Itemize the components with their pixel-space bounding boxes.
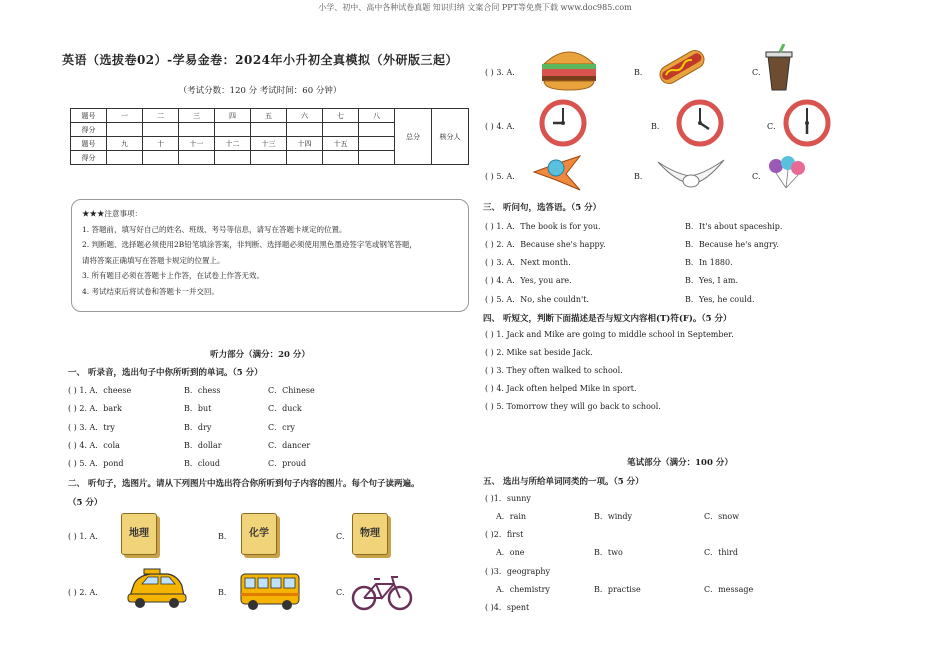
table-cell <box>323 123 359 137</box>
option-c: C．third <box>704 548 738 557</box>
option-a: A．chemistry <box>496 585 550 594</box>
table-cell <box>359 151 395 165</box>
option-c: C．snow <box>704 512 740 521</box>
table-cell: 八 <box>359 109 395 123</box>
balloons-icon <box>766 154 810 192</box>
option-b: B． <box>218 532 232 541</box>
option-c: C．dancer <box>268 441 311 450</box>
section4-heading: 四、 听短文，判断下面描述是否与短文内容相(T)符(F)。（5 分） <box>483 314 732 324</box>
notice-item: 请将答案正确填写在答题卡规定的位置上。 <box>82 255 225 265</box>
option-b: B．Yes, he could. <box>685 295 755 304</box>
statement-row: ( ) 5. Tomorrow they will go back to school. <box>485 402 661 411</box>
option-b: B． <box>218 588 232 597</box>
notice-item: 4. 考试结束后将试卷和答题卡一并交回。 <box>82 286 220 296</box>
option-b: B．windy <box>594 512 633 521</box>
clock-icon <box>676 99 724 147</box>
statement-row: ( ) 1. Jack and Mike are going to middle school in September. <box>485 330 734 339</box>
question-row: ( ) 2. A．bark <box>68 404 122 413</box>
bus-icon <box>238 570 302 612</box>
option-b: B．dry <box>184 423 212 432</box>
table-label: 题号 <box>71 137 107 151</box>
option-b: B．Because he's angry. <box>685 240 779 249</box>
table-cell <box>287 151 323 165</box>
option-b: B．It's about spaceship. <box>685 222 783 231</box>
option-b: B．two <box>594 548 623 557</box>
table-cell: 五 <box>251 109 287 123</box>
option-b: B．Yes, I am. <box>685 276 738 285</box>
option-a: ( ) 5. A．No, she couldn't. <box>485 295 589 304</box>
table-cell <box>179 123 215 137</box>
table-cell: 十 <box>143 137 179 151</box>
option-b: B． <box>634 68 648 77</box>
seagull-icon <box>656 154 726 192</box>
table-cell <box>323 151 359 165</box>
table-cell: 十四 <box>287 137 323 151</box>
option-b: B． <box>634 172 648 181</box>
option-c: C．duck <box>268 404 302 413</box>
book-label: 化学 <box>249 528 269 539</box>
book-label: 物理 <box>360 528 380 539</box>
table-cell: 一 <box>107 109 143 123</box>
section5-heading: 五、 选出与所给单词同类的一项。（5 分） <box>483 477 644 487</box>
hotdog-icon <box>654 44 710 90</box>
table-label: 题号 <box>71 109 107 123</box>
section2-heading: 二、 听句子，选图片。请从下列图片中选出符合你所听到句子内容的图片。每个句子读两遍。 <box>68 479 420 489</box>
table-cell <box>107 151 143 165</box>
option-a: ( ) 2. A．Because she's happy. <box>485 240 606 249</box>
option-b: B．In 1880. <box>685 258 733 267</box>
table-cell: 七 <box>323 109 359 123</box>
question-row: ( ) 3. A． <box>485 68 521 77</box>
question-row: ( )1．sunny <box>485 494 531 503</box>
question-row: ( ) 4. A．cola <box>68 441 120 450</box>
question-row: ( ) 1. A．cheese <box>68 386 132 395</box>
taxi-icon <box>124 566 188 610</box>
notice-box <box>71 199 469 312</box>
table-cell <box>359 137 395 151</box>
question-row: ( ) 3. A．try <box>68 423 115 432</box>
option-c: C． <box>767 122 782 131</box>
question-row: ( ) 5. A． <box>485 172 521 181</box>
option-b: B．dollar <box>184 441 222 450</box>
hamburger-icon <box>538 44 600 92</box>
table-cell <box>251 151 287 165</box>
notice-item: 3. 所有题目必须在答题卡上作答，在试卷上作答无效。 <box>82 271 265 280</box>
question-row: ( ) 5. A．pond <box>68 459 124 468</box>
score-table <box>70 108 469 165</box>
notice-heading: ★★★注意事项： <box>82 209 142 218</box>
checker-cell: 核分人 <box>432 109 469 165</box>
table-cell <box>143 151 179 165</box>
question-row: ( )2．first <box>485 530 524 539</box>
section3-heading: 三、 听问句，选答语。（5 分） <box>483 203 602 213</box>
table-cell: 十一 <box>179 137 215 151</box>
drink-icon <box>764 44 794 92</box>
option-c: C．cry <box>268 423 295 432</box>
kite-bird-icon <box>530 152 584 192</box>
section1-heading: 一、 听录音，选出句子中你所听到的单词。（5 分） <box>68 368 263 378</box>
table-cell <box>359 123 395 137</box>
written-title: 笔试部分（满分：100 分） <box>627 458 733 468</box>
table-cell: 十五 <box>323 137 359 151</box>
table-label: 得分 <box>71 151 107 165</box>
table-cell <box>251 123 287 137</box>
section2-score: （5 分） <box>68 498 103 508</box>
page-title: 英语（选拔卷02）-学易金卷：2024年小升初全真模拟（外研版三起） <box>61 53 459 67</box>
option-c: C．proud <box>268 459 307 468</box>
option-c: C．Chinese <box>268 386 315 395</box>
question-row: ( )4．spent <box>485 603 530 612</box>
table-cell: 二 <box>143 109 179 123</box>
table-cell: 六 <box>287 109 323 123</box>
question-row: ( ) 1. A． <box>68 532 104 541</box>
book-label: 地理 <box>129 528 149 539</box>
clock-icon <box>783 99 831 147</box>
physics-book-icon <box>352 513 388 555</box>
question-row: ( )3．geography <box>485 567 551 576</box>
option-a: ( ) 4. A．Yes, you are. <box>485 276 572 285</box>
geography-book-icon <box>121 513 157 555</box>
table-cell: 十三 <box>251 137 287 151</box>
option-c: C．message <box>704 585 754 594</box>
option-a: A．one <box>496 548 525 557</box>
table-cell: 四 <box>215 109 251 123</box>
option-b: B．cloud <box>184 459 221 468</box>
table-cell <box>143 123 179 137</box>
chemistry-book-icon <box>241 513 277 555</box>
table-cell <box>179 151 215 165</box>
statement-row: ( ) 2. Mike sat beside Jack. <box>485 348 593 357</box>
table-cell <box>107 123 143 137</box>
question-row: ( ) 2. A． <box>68 588 104 597</box>
table-cell <box>287 123 323 137</box>
listening-title: 听力部分（满分：20 分） <box>210 350 310 360</box>
option-b: B． <box>651 122 665 131</box>
notice-item: 2. 判断题、选择题必须使用2B铅笔填涂答案，非判断、选择题必须使用黑色墨迹签字笔或钢笔答题， <box>82 240 417 249</box>
option-b: B．but <box>184 404 212 413</box>
table-cell: 三 <box>179 109 215 123</box>
table-cell <box>215 151 251 165</box>
option-a: A．rain <box>496 512 527 521</box>
table-cell: 十二 <box>215 137 251 151</box>
option-c: C． <box>752 172 767 181</box>
option-b: B．practise <box>594 585 641 594</box>
clock-icon <box>539 99 587 147</box>
question-row: ( ) 4. A． <box>485 122 521 131</box>
bicycle-icon <box>350 572 414 612</box>
option-c: C． <box>336 532 351 541</box>
statement-row: ( ) 4. Jack often helped Mike in sport. <box>485 384 637 393</box>
table-label: 得分 <box>71 123 107 137</box>
option-a: ( ) 3. A．Next month. <box>485 258 571 267</box>
option-a: ( ) 1. A．The book is for you. <box>485 222 601 231</box>
table-cell <box>215 123 251 137</box>
site-header-line: 小学、初中、高中各种试卷真题 知识归纳 文案合同 PPT等免费下载 www.doc985.com <box>318 3 632 12</box>
option-c: C． <box>336 588 351 597</box>
statement-row: ( ) 3. They often walked to school. <box>485 366 623 375</box>
total-cell: 总分 <box>395 109 432 165</box>
notice-item: 1. 答题前，填写好自己的姓名、班级、考号等信息，请写在答题卡规定的位置。 <box>82 224 347 234</box>
table-cell: 九 <box>107 137 143 151</box>
option-b: B．chess <box>184 386 221 395</box>
exam-info: （考试分数：120 分 考试时间：60 分钟） <box>178 86 342 96</box>
option-c: C． <box>752 68 767 77</box>
